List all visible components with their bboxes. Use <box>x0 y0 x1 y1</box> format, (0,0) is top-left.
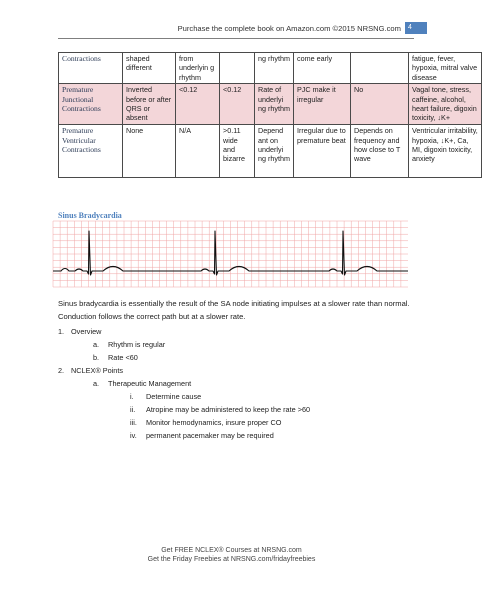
table-cell: <0.12 <box>176 84 220 125</box>
outline-marker: a. <box>93 340 100 349</box>
table-cell: shaped different <box>123 53 176 84</box>
row-name-cell: Premature Junctional Contractions <box>59 84 123 125</box>
section-description: Sinus bradycardia is essentially the result of the SA node initiating impulses at a slower rate than normal. Conduction follows the correct path but at a slower rate. <box>58 299 410 321</box>
table-cell: come early <box>294 53 351 84</box>
arrhythmia-table <box>58 52 482 178</box>
table-row <box>59 125 482 178</box>
outline-text: Determine cause <box>146 392 202 401</box>
table-cell <box>351 53 409 84</box>
outline-marker: ii. <box>130 405 136 414</box>
table-cell: None <box>123 125 176 178</box>
page-footer <box>0 546 463 564</box>
table-cell: Vagal tone, stress, caffeine, alcohol, heart failure, digoxin toxicity, ↓K+ <box>409 84 482 125</box>
outline-text: permanent pacemaker may be required <box>146 431 274 440</box>
table-cell <box>220 53 255 84</box>
table-cell: No <box>351 84 409 125</box>
table-cell: fatigue, fever, hypoxia, mitral valve disease <box>409 53 482 84</box>
outline-marker: b. <box>93 353 100 362</box>
table-cell: N/A <box>176 125 220 178</box>
table-cell: ng rhythm <box>255 53 294 84</box>
table-row <box>59 53 482 84</box>
header-text: Purchase the complete book on Amazon.com ©2015 NRSNG.com <box>177 23 401 33</box>
table-cell: Irregular due to premature beat <box>294 125 351 178</box>
outline-text: Monitor hemodynamics, insure proper CO <box>146 418 282 427</box>
outline-text: Therapeutic Management <box>108 379 192 388</box>
table-cell: <0.12 <box>220 84 255 125</box>
outline-marker: 2. <box>58 366 65 375</box>
outline-marker: i. <box>130 392 134 401</box>
table-cell: Ventricular irritability, hypoxia, ↓K+, Ca, MI, digoxin toxicity, anxiety <box>409 125 482 178</box>
table-cell: PJC make it irregular <box>294 84 351 125</box>
table-cell: Depends on frequency and how close to T wave <box>351 125 409 178</box>
table-cell: >0.11 wide and bizarre <box>220 125 255 178</box>
table-cell: Rate of underlyi ng rhythm <box>255 84 294 125</box>
outline-marker: a. <box>93 379 100 388</box>
table-cell: Inverted before or after QRS or absent <box>123 84 176 125</box>
outline-text: Atropine may be administered to keep the rate >60 <box>146 405 311 414</box>
row-name-cell: Contractions <box>59 53 123 84</box>
ecg-strip <box>53 221 408 287</box>
outline-text: Rhythm is regular <box>108 340 166 349</box>
section-title: Sinus Bradycardia <box>58 211 122 220</box>
page-number-badge: 4 <box>405 22 427 34</box>
table-cell: Depend ant on underlyi ng rhythm <box>255 125 294 178</box>
table-cell: from underlyin g rhythm <box>176 53 220 84</box>
footer-freebies-link[interactable]: Get the Friday Freebies at NRSNG.com/fridayfreebies <box>147 556 316 563</box>
outline-marker: iii. <box>130 418 137 427</box>
outline-marker: iv. <box>130 431 137 440</box>
ecg-grid <box>53 221 408 287</box>
outline-text: Rate <60 <box>108 353 138 362</box>
outline-text: Overview <box>71 327 102 336</box>
table-row <box>59 84 482 125</box>
footer-courses-link[interactable]: Get FREE NCLEX® Courses at NRSNG.com <box>161 547 302 554</box>
page-header <box>178 22 427 34</box>
row-name-cell: Premature Ventricular Contractions <box>59 125 123 178</box>
outline-text: NCLEX® Points <box>71 366 124 375</box>
header-divider <box>58 38 414 39</box>
outline-marker: 1. <box>58 327 65 336</box>
